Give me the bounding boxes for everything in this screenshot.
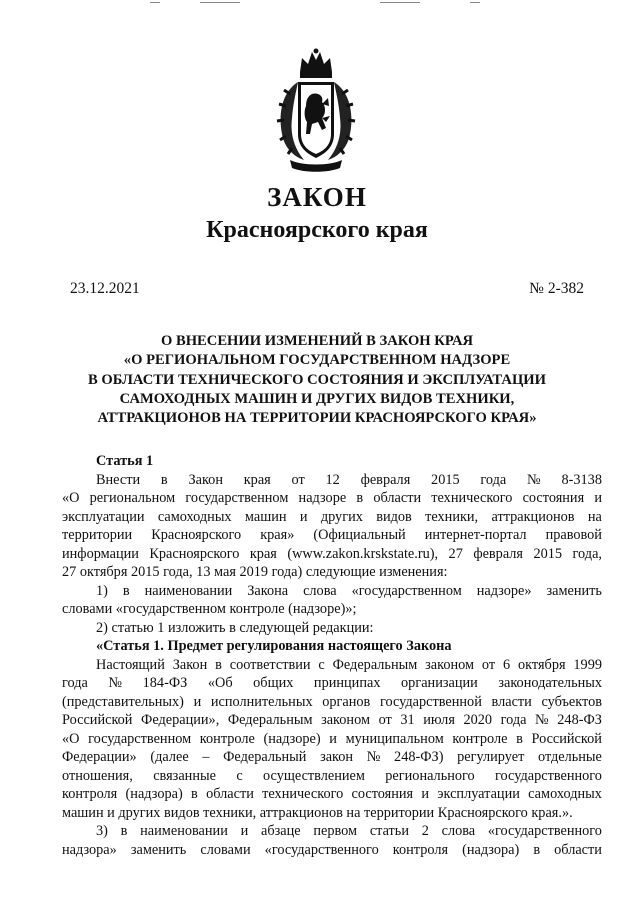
- word: регионального: [385, 767, 475, 784]
- word: года: [62, 675, 88, 691]
- paragraph-line: [62, 545, 602, 564]
- word: Российской: [62, 712, 133, 728]
- word: (надзоре): [263, 730, 321, 747]
- word: соответствии: [229, 656, 311, 673]
- word: года: [480, 471, 507, 488]
- paragraph-line: [62, 730, 602, 749]
- word: абзаце: [260, 823, 301, 839]
- word: надзоре»: [476, 582, 532, 599]
- paragraph-line: [62, 526, 602, 545]
- scan-artifact: [380, 2, 420, 3]
- word: от: [481, 656, 496, 673]
- word: (Официальный: [313, 527, 406, 543]
- word: «государственного: [487, 823, 602, 839]
- word: состояния: [351, 786, 414, 802]
- scan-artifact: [470, 2, 480, 3]
- word: Закон: [172, 656, 208, 673]
- word: Внести: [96, 471, 141, 488]
- word: словами: [200, 841, 251, 858]
- word: области: [554, 841, 602, 858]
- word: «О: [62, 730, 80, 747]
- word: Закон: [188, 471, 223, 488]
- word: 1): [96, 582, 108, 599]
- word: (далее: [150, 749, 189, 765]
- word: от: [378, 712, 392, 728]
- word: на: [587, 508, 602, 525]
- word: №: [535, 712, 549, 728]
- word: 2: [421, 823, 429, 839]
- word: слова: [441, 823, 476, 839]
- paragraph-line: машин и других видов техники, аттракционов на территории Красноярского края.».: [62, 804, 573, 821]
- word: закон: [320, 749, 354, 765]
- paragraph-line: [62, 841, 602, 860]
- heading-line: «О РЕГИОНАЛЬНОМ ГОСУДАРСТВЕННОМ НАДЗОРЕ: [123, 352, 511, 369]
- word: связанные: [153, 767, 216, 784]
- word: отдельные: [537, 749, 602, 765]
- word: заменить: [130, 841, 187, 858]
- word: края: [249, 545, 277, 562]
- word: регулирует: [457, 749, 525, 765]
- word: контроля: [392, 841, 449, 858]
- word: года: [500, 712, 527, 728]
- heading-line: О ВНЕСЕНИИ ИЗМЕНЕНИЙ В ЗАКОН КРАЯ: [160, 333, 474, 349]
- word: 2020: [463, 712, 493, 728]
- word: 184-ФЗ: [142, 675, 188, 691]
- word: –: [202, 749, 210, 765]
- word: Красноярского: [149, 545, 240, 562]
- word: Настоящий: [96, 656, 165, 673]
- word: заменить: [546, 582, 602, 599]
- word: №: [366, 749, 381, 765]
- word: октября: [518, 656, 566, 673]
- word: машин: [244, 508, 287, 525]
- word: субъектов: [541, 693, 602, 710]
- document-title: ЗАКОН: [267, 182, 367, 212]
- paragraph-line: [62, 508, 602, 527]
- word: и: [240, 823, 249, 839]
- word: Красноярского: [151, 527, 242, 543]
- word: состояния: [522, 490, 585, 506]
- word: 8-3138: [561, 471, 602, 488]
- word: 27: [448, 545, 463, 562]
- word: территории: [62, 527, 133, 543]
- word: (www.zakon.krskstate.ru),: [287, 545, 439, 562]
- word: государственном: [88, 730, 192, 747]
- word: наименовании: [144, 582, 233, 599]
- word: в: [122, 582, 130, 599]
- word: Закона: [247, 582, 289, 599]
- word: технического: [262, 786, 344, 802]
- word: государственной: [379, 693, 482, 710]
- paragraph-line: [62, 711, 602, 730]
- word: эксплуатации: [62, 508, 145, 525]
- word: в: [533, 841, 541, 858]
- word: информации: [62, 545, 139, 562]
- word: и: [594, 490, 602, 506]
- word: органов: [322, 693, 371, 710]
- paragraph-line: [62, 748, 602, 767]
- word: «государственном: [351, 582, 462, 599]
- paragraph-line: [62, 471, 602, 490]
- word: в: [191, 786, 198, 802]
- word: в: [120, 823, 128, 839]
- word: с: [236, 767, 243, 784]
- word: других: [320, 508, 363, 525]
- word: в: [215, 656, 222, 673]
- word: интернет-портал: [424, 527, 527, 543]
- scan-artifact: [150, 2, 160, 3]
- word: в: [516, 730, 523, 747]
- word: самоходных: [157, 508, 232, 525]
- word: надзора»: [62, 841, 117, 858]
- word: государственном: [185, 490, 289, 506]
- word: контроле: [452, 730, 508, 747]
- word: Федерации»,: [141, 712, 220, 728]
- word: Российской: [531, 730, 602, 747]
- word: Федеральным: [332, 656, 418, 673]
- word: «Об: [207, 675, 233, 691]
- document-number: № 2-382: [529, 280, 584, 297]
- word: наименовании: [140, 823, 228, 839]
- paragraph-line: [62, 822, 602, 841]
- word: и: [299, 508, 308, 525]
- word: 1999: [573, 656, 602, 673]
- word: контроля: [62, 786, 118, 802]
- word: июля: [423, 712, 455, 728]
- word: законодательных: [498, 675, 602, 691]
- paragraph-line: [62, 767, 602, 786]
- coat-of-arms-icon: [276, 48, 356, 174]
- word: законом: [321, 712, 370, 728]
- word: надзоре: [298, 490, 347, 506]
- paragraph-line: [62, 582, 602, 601]
- word: власти: [491, 693, 532, 710]
- law-body: [62, 452, 602, 859]
- paragraph-line: словами «государственном контроле (надзоре)»;: [62, 601, 357, 617]
- word: статьи: [369, 823, 409, 839]
- word: 31: [400, 712, 415, 728]
- heading-line: В ОБЛАСТИ ТЕХНИЧЕСКОГО СОСТОЯНИЯ И ЭКСПЛУАТАЦИИ: [87, 371, 547, 388]
- word: края»: [260, 527, 295, 543]
- word: техники,: [425, 508, 479, 525]
- word: законом: [425, 656, 475, 673]
- paragraph-line: [62, 785, 602, 804]
- word: Федеральный: [223, 749, 307, 765]
- word: слова: [303, 582, 337, 599]
- word: №: [108, 675, 123, 691]
- word: и: [421, 786, 430, 802]
- word: 6: [502, 656, 511, 673]
- word: Федерации»: [62, 749, 137, 765]
- word: области: [373, 490, 422, 506]
- word: видов: [376, 508, 412, 525]
- word: с: [318, 656, 325, 673]
- document-subtitle: Красноярского края: [206, 217, 428, 243]
- word: первом: [313, 823, 358, 839]
- word: 2015: [533, 545, 563, 562]
- word: №: [527, 471, 541, 488]
- word: (надзора): [125, 786, 183, 802]
- word: региональном: [89, 490, 176, 506]
- word: февраля: [473, 545, 524, 562]
- word: 12: [325, 471, 340, 488]
- word: муниципальном: [345, 730, 444, 747]
- word: и: [329, 730, 337, 747]
- scan-artifact: [200, 2, 240, 3]
- heading-line: АТТРАКЦИОНОВ НА ТЕРРИТОРИИ КРАСНОЯРСКОГО КРАЯ»: [97, 410, 537, 427]
- paragraph-line: [62, 656, 602, 675]
- paragraph-line: 2) статью 1 изложить в следующей редакции:: [96, 619, 374, 636]
- heading-line: САМОХОДНЫХ МАШИН И ДРУГИХ ВИДОВ ТЕХНИКИ,: [119, 390, 515, 407]
- word: и: [193, 693, 202, 710]
- word: технического: [431, 490, 513, 506]
- word: общих: [253, 675, 294, 691]
- word: в: [160, 471, 168, 488]
- paragraph-line: 27 октября 2015 года, 13 мая 2019 года) следующие изменения:: [62, 564, 448, 580]
- word: отношения,: [62, 767, 133, 784]
- word: (представительных): [62, 693, 184, 710]
- document-date: 23.12.2021: [70, 280, 140, 297]
- word: контроле: [199, 730, 255, 747]
- word: принципах: [313, 675, 381, 691]
- law-heading: [60, 332, 574, 428]
- word: 248-ФЗ): [394, 749, 444, 765]
- paragraph-line: [62, 693, 602, 712]
- word: «О: [62, 490, 80, 506]
- word: в: [356, 490, 364, 506]
- word: года,: [572, 545, 602, 562]
- word: области: [206, 786, 254, 802]
- word: февраля: [360, 471, 411, 488]
- word: аттракционов: [491, 508, 575, 525]
- word: 3): [96, 823, 108, 839]
- word: 2015: [431, 471, 460, 488]
- paragraph-line: [62, 674, 602, 693]
- word: (надзора): [462, 841, 520, 858]
- word: эксплуатации: [437, 786, 520, 802]
- word: правовой: [545, 527, 602, 543]
- word: исполнительных: [210, 693, 313, 710]
- word: Федеральным: [227, 712, 313, 728]
- word: государственного: [495, 767, 602, 784]
- word: края: [243, 471, 271, 488]
- word: 248-ФЗ: [557, 712, 602, 728]
- word: организации: [401, 675, 478, 691]
- word: самоходных: [528, 786, 602, 802]
- word: «государственного: [264, 841, 379, 858]
- article-title: Статья 1: [96, 453, 154, 469]
- word: от: [291, 471, 305, 488]
- article-subtitle: «Статья 1. Предмет регулирования настоящего Закона: [96, 638, 452, 654]
- paragraph-line: [62, 489, 602, 508]
- word: осуществлением: [263, 767, 365, 784]
